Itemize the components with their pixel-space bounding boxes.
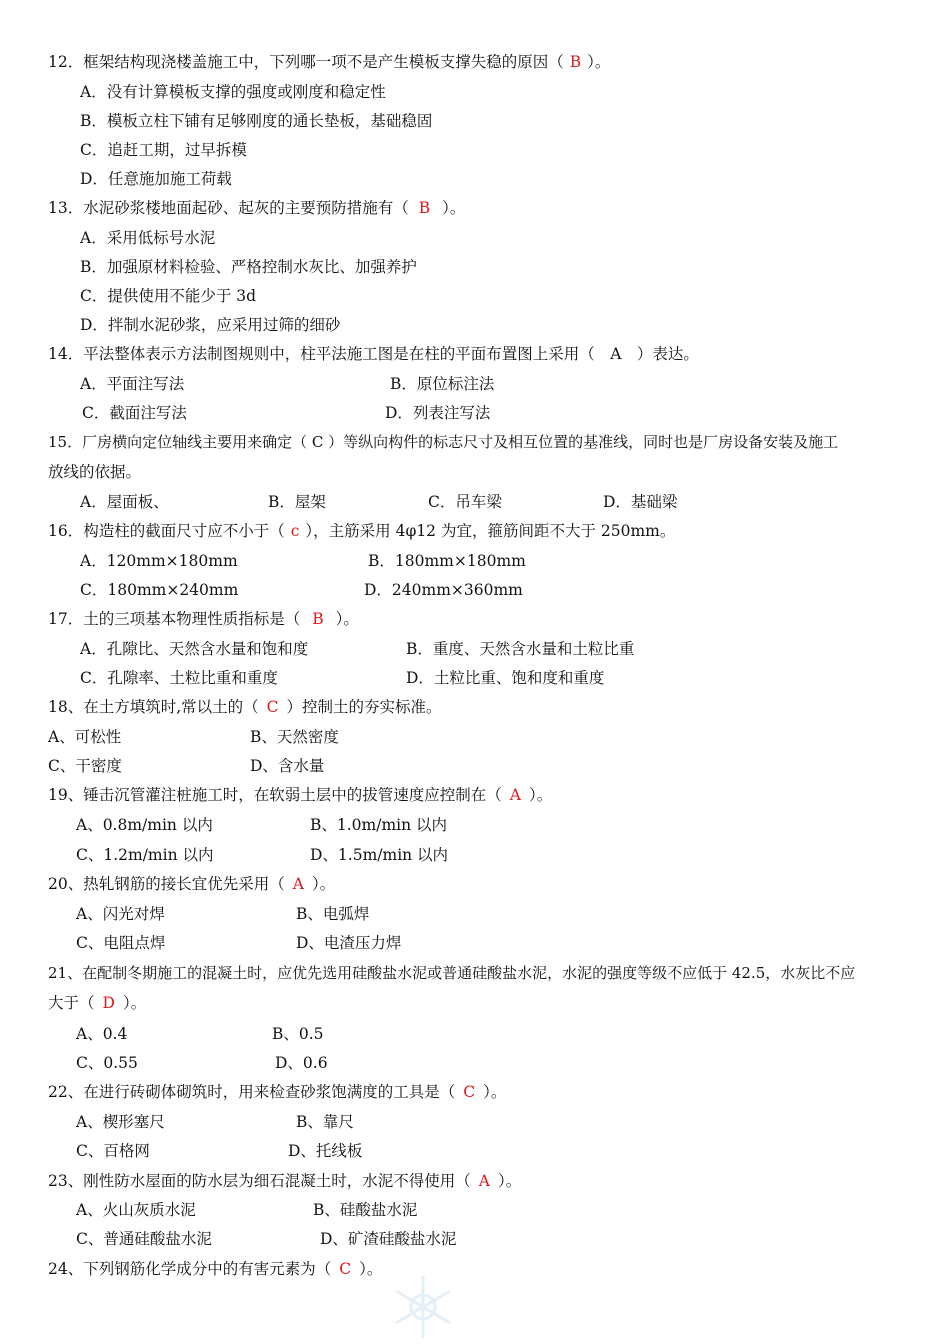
option-c: C．截面注写法 [82,404,187,422]
answer-mark: C [463,1083,476,1101]
question-stem-end: ）。 [587,53,611,71]
question-stem: 23、刚性防水屋面的防水层为细石混凝土时，水泥不得使用（ [48,1172,471,1190]
option-b: B、0.5 [272,1025,324,1043]
option-d: D、矿渣硅酸盐水泥 [320,1230,457,1248]
option-d: D．任意施加施工荷载 [80,170,232,188]
option-a: A．孔隙比、天然含水量和饱和度 [80,640,309,658]
option-c: C、普通硅酸盐水泥 [76,1230,212,1248]
question-stem: 大于（ [48,994,95,1012]
question-21: 21、在配制冬期施工的混凝土时，应优先选用硅酸盐水泥或普通硅酸盐水泥，水泥的强度等级不应低于 42.5，水灰比不应 [48,964,856,982]
option-b: B．屋架 [268,493,326,511]
answer-mark: C [339,1260,352,1278]
question-stem: 19、锤击沉管灌注桩施工时，在软弱土层中的拔管速度应控制在（ [48,786,502,804]
question-20 [48,874,335,894]
option-d: D．拌制水泥砂浆，应采用过筛的细砂 [80,316,341,334]
question-19 [48,785,552,805]
option-b: B、天然密度 [250,728,339,746]
option-b: B．模板立柱下铺有足够刚度的通长垫板，基础稳固 [80,112,433,130]
option-b: B．原位标注法 [390,375,495,393]
question-22 [48,1082,506,1102]
question-stem: 18、在土方填筑时,常以土的（ [48,698,259,716]
option-a: A、楔形塞尺 [76,1113,165,1131]
question-stem-end: ）控制土的夯实标准。 [286,698,442,716]
option-d: D．基础梁 [603,493,678,511]
option-c: C、百格网 [76,1142,150,1160]
option-a: A、0.8m/min 以内 [76,816,213,834]
question-15-cont: 放线的依据。 [48,463,142,481]
option-b: B．180mm×180mm [368,552,526,570]
question-17 [48,609,359,629]
option-c: C、电阻点焊 [76,934,166,952]
answer-mark: c [290,522,300,540]
question-16 [48,521,675,541]
question-stem-end: ）。 [483,1083,507,1101]
answer-mark: B [418,199,431,217]
option-a: A．120mm×180mm [80,552,238,570]
question-stem: 16．构造柱的截面尺寸应不小于（ [48,522,285,540]
question-stem-end: ），主筋采用 4φ12 为宜，箍筋间距不大于 250mm。 [305,522,676,540]
answer-mark: A [292,875,304,893]
option-b: B、电弧焊 [296,905,370,923]
question-stem-end: ）。 [311,875,336,893]
question-stem-end: ）。 [335,610,359,628]
question-stem-end: ）。 [528,786,553,804]
option-d: D、电渣压力焊 [296,934,402,952]
option-c: C．吊车梁 [428,493,502,511]
question-14: 14．平法整体表示方法制图规则中，柱平法施工图是在柱的平面布置图上采用（ A ）表达。 [48,345,699,363]
answer-mark: B [312,610,324,628]
question-stem: 17．土的三项基本物理性质指标是（ [48,610,301,628]
option-d: D、托线板 [288,1142,363,1160]
question-stem: 24、下列钢筋化学成分中的有害元素为（ [48,1260,332,1278]
question-15: 15．厂房横向定位轴线主要用来确定（ C ）等纵向构件的标志尺寸及相互位置的基准线，同时也是厂房设备安装及施工 [48,433,839,451]
question-13 [48,198,465,218]
option-a: A．屋面板、 [80,493,169,511]
option-a: A、火山灰质水泥 [76,1201,196,1219]
option-c: C、干密度 [48,757,122,775]
option-c: C、1.2m/min 以内 [76,846,214,864]
option-c: C、0.55 [76,1054,138,1072]
answer-mark: A [509,786,521,804]
question-stem-end: ）。 [359,1260,383,1278]
question-24 [48,1259,382,1279]
option-b: B．重度、天然含水量和土粒比重 [406,640,635,658]
option-d: D．240mm×360mm [364,581,523,599]
question-stem: 20、热轧钢筋的接长宜优先采用（ [48,875,285,893]
option-b: B、1.0m/min 以内 [310,816,448,834]
option-b: B．加强原材料检验、严格控制水灰比、加强养护 [80,258,417,276]
snowflake-watermark-icon [388,1272,458,1342]
question-23 [48,1171,521,1191]
option-a: A．没有计算模板支撑的强度或刚度和稳定性 [80,83,386,101]
option-d: D、含水量 [250,757,325,775]
option-d: D、1.5m/min 以内 [310,846,449,864]
option-c: C．追赶工期，过早拆模 [80,141,247,159]
question-stem-end: ）。 [122,994,147,1012]
question-21-cont [48,993,146,1013]
option-a: A、0.4 [76,1025,128,1043]
option-a: A、闪光对焊 [76,905,165,923]
option-a: A、可松性 [48,728,122,746]
option-d: D、0.6 [275,1054,328,1072]
question-stem-end: ）。 [442,199,466,217]
question-stem: 12．框架结构现浇楼盖施工中，下列哪一项不是产生模板支撑失稳的原因（ [48,53,564,71]
option-a: A．平面注写法 [80,375,185,393]
option-d: D．列表注写法 [385,404,491,422]
option-c: C．孔隙率、土粒比重和重度 [80,669,278,687]
answer-mark: B [569,53,582,71]
answer-mark: A [478,1172,490,1190]
question-18 [48,697,442,717]
answer-mark: D [102,994,115,1012]
option-c: C．提供使用不能少于 3d [80,287,257,305]
question-stem-end: ）。 [497,1172,522,1190]
option-c: C．180mm×240mm [80,581,239,599]
option-b: B、靠尺 [296,1113,354,1131]
option-a: A．采用低标号水泥 [80,229,216,247]
question-12 [48,52,610,72]
question-stem: 22、在进行砖砌体砌筑时，用来检查砂浆饱满度的工具是（ [48,1083,456,1101]
option-b: B、硅酸盐水泥 [313,1201,418,1219]
answer-mark: C [266,698,279,716]
option-d: D．土粒比重、饱和度和重度 [406,669,605,687]
question-stem: 13．水泥砂浆楼地面起砂、起灰的主要预防措施有（ [48,199,409,217]
